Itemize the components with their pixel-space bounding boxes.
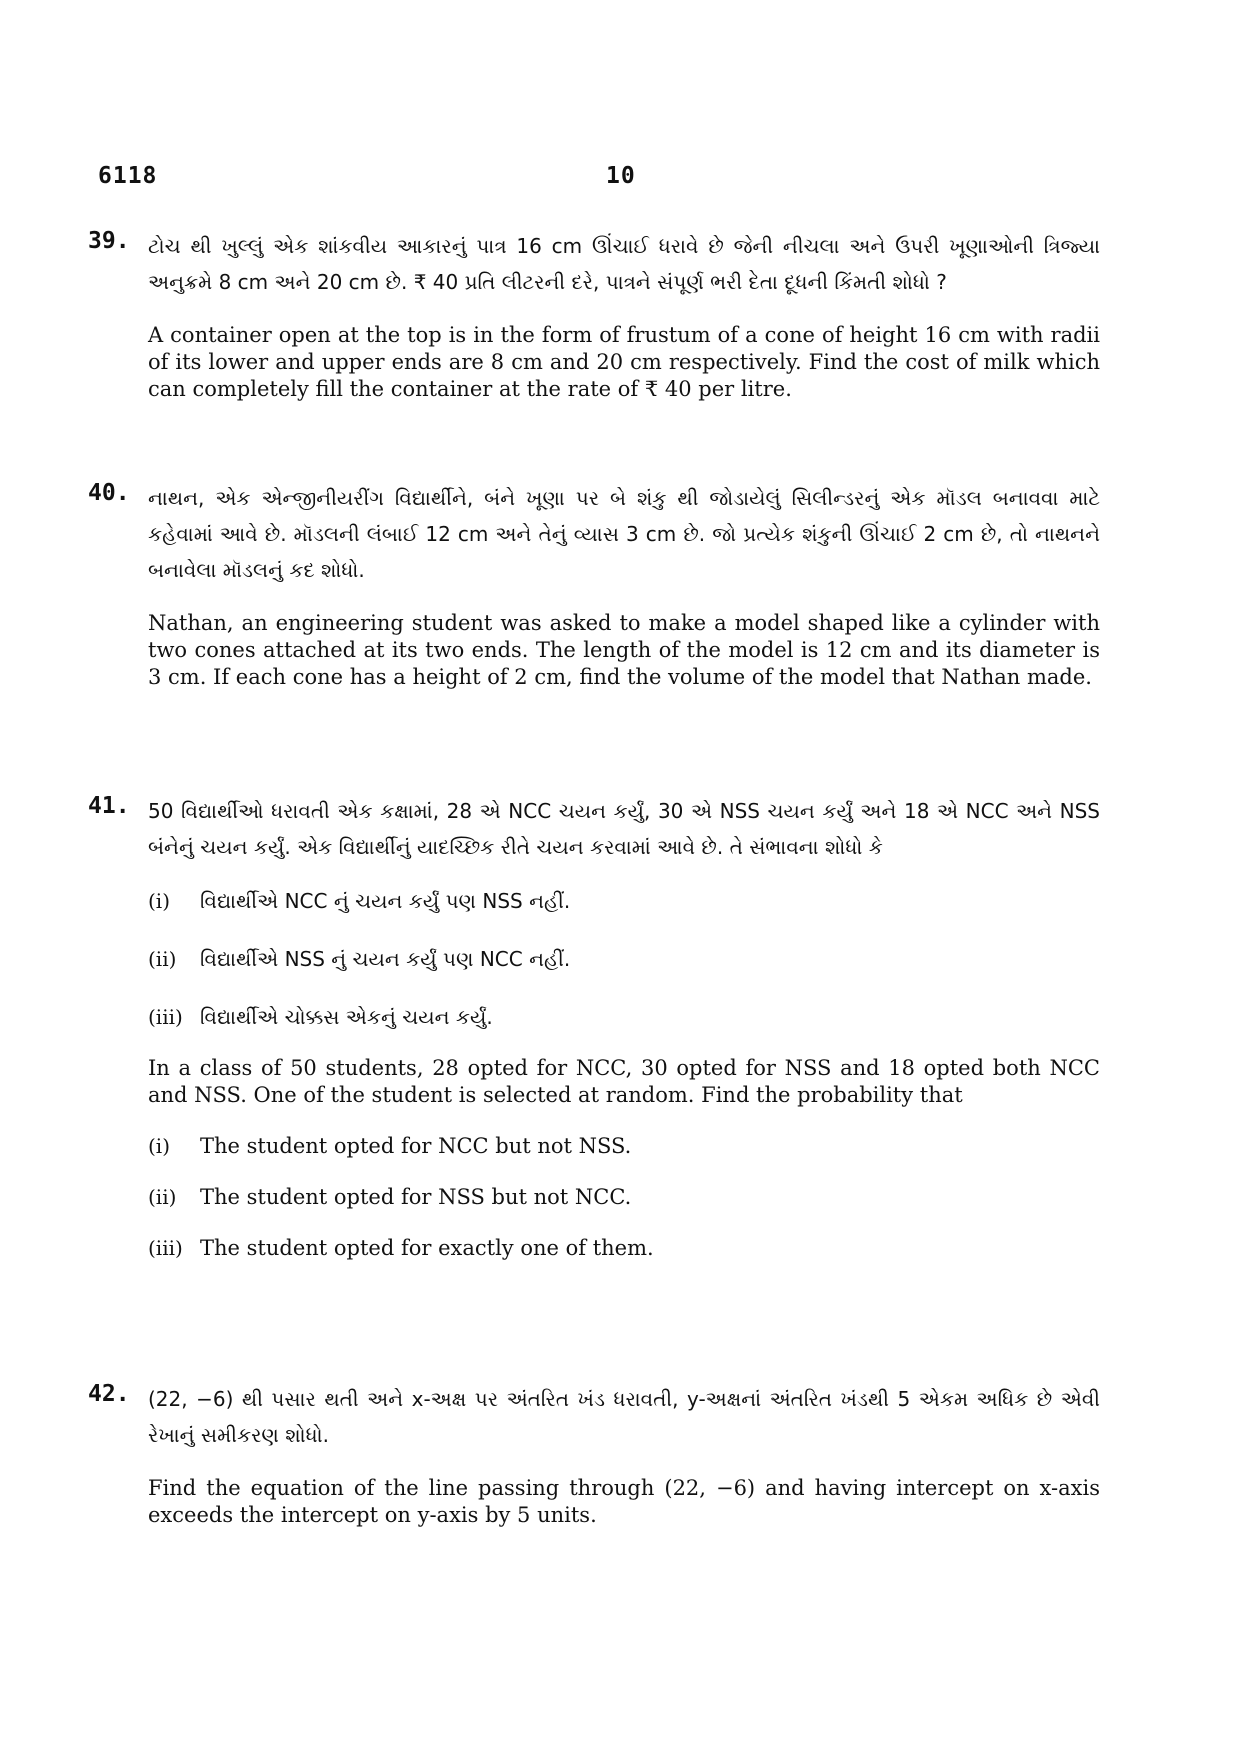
sub-question-label: (ii) bbox=[148, 947, 177, 971]
sub-question-label: (iii) bbox=[148, 1236, 183, 1260]
sub-question bbox=[148, 1133, 1100, 1160]
question-text-gujarati: નાથન, એક એન્જીનીયરીંગ વિદ્યાર્થીને, બંને ખૂણા પર બે શંકુ થી જોડાયેલું સિલીન્ડરનું એક મૉડલ બનાવવા માટે કહેવામાં આવે છે. મૉડલની લંબાઈ 12 cm અને તેનું વ્યાસ 3 cm છે. જો પ્રત્યેક શંકુની ઊંચાઈ 2 cm છે, તો નાથનને બનાવેલા મૉડલનું કદ શોધો. bbox=[148, 486, 1100, 582]
sub-question-label: (i) bbox=[148, 1134, 171, 1158]
sub-question-text: The student opted for NSS but not NCC. bbox=[200, 1185, 632, 1209]
page-number: 10 bbox=[606, 163, 636, 189]
sub-questions-english bbox=[148, 1133, 1100, 1262]
question-text-english: Nathan, an engineering student was asked to make a model shaped like a cylinder with two cones attached at its two ends. The length of the model is 12 cm and its diameter is 3 cm. If each cone has a height of 2 cm, find the volume of the model that Nathan made. bbox=[148, 611, 1100, 689]
question-text-gujarati: 50 વિદ્યાર્થીઓ ધરાવતી એક કક્ષામાં, 28 એ NCC ચયન કર્યું, 30 એ NSS ચયન કર્યું અને 18 એ NCC અને NSS બંનેનું ચયન કર્યું. એક વિદ્યાર્થીનું યાદચ્છિક રીતે ચયન કરવામાં આવે છે. તે સંભાવના શોધો કે bbox=[148, 799, 1100, 859]
question-text-english: In a class of 50 students, 28 opted for NCC, 30 opted for NSS and 18 opted both NCC and NSS. One of the student is selected at random. Find the probability that bbox=[148, 1056, 1100, 1107]
question-text-gujarati: ટોચ થી ખુલ્લું એક શાંકવીય આકારનું પાત્ર 16 cm ઊંચાઈ ધરાવે છે જેની નીચલા અને ઉપરી ખૂણાઓની ત્રિજ્યા અનુક્રમે 8 cm અને 20 cm છે. ₹ 40 પ્રતિ લીટરની દરે, પાત્રને સંપૂર્ણ ભરી દેતા દૂધની કિંમતી શોધો ? bbox=[148, 234, 1100, 294]
sub-question bbox=[148, 941, 1100, 977]
sub-question-label: (iii) bbox=[148, 1005, 183, 1029]
page-header bbox=[98, 163, 1098, 195]
sub-question bbox=[148, 999, 1100, 1035]
question-text-english: Find the equation of the line passing through (22, −6) and having intercept on x-axis exceeds the intercept on y-axis by 5 units. bbox=[148, 1476, 1100, 1527]
question-number: 41. bbox=[88, 793, 130, 819]
sub-question-text: The student opted for exactly one of them. bbox=[200, 1236, 654, 1260]
question-number: 40. bbox=[88, 480, 130, 506]
sub-question-text: The student opted for NCC but not NSS. bbox=[200, 1134, 632, 1158]
sub-question-text: વિદ્યાર્થીએ NSS નું ચયન કર્યું પણ NCC નહીં. bbox=[200, 947, 571, 971]
sub-question-text: વિદ્યાર્થીએ ચોક્કસ એકનું ચયન કર્યું. bbox=[200, 1005, 493, 1029]
sub-question-label: (i) bbox=[148, 889, 171, 913]
question-number: 39. bbox=[88, 228, 130, 254]
sub-question-text: વિદ્યાર્થીએ NCC નું ચયન કર્યું પણ NSS નહીં. bbox=[200, 889, 571, 913]
sub-question bbox=[148, 1184, 1100, 1211]
question-number: 42. bbox=[88, 1381, 130, 1407]
sub-question bbox=[148, 1235, 1100, 1262]
paper-code: 6118 bbox=[98, 163, 158, 189]
sub-question bbox=[148, 883, 1100, 919]
sub-questions-gujarati bbox=[148, 883, 1100, 1035]
sub-question-label: (ii) bbox=[148, 1185, 177, 1209]
question-text-english: A container open at the top is in the form of frustum of a cone of height 16 cm with radii of its lower and upper ends are 8 cm and 20 cm respectively. Find the cost of milk which can completely fill the container at the rate of ₹ 40 per litre. bbox=[148, 323, 1100, 401]
question-text-gujarati: (22, −6) થી પસાર થતી અને x-અક્ષ પર અંતરિત ખંડ ધરાવતી, y-અક્ષનાં અંતરિત ખંડથી 5 એકમ અધિક છે એવી રેખાનું સમીકરણ શોધો. bbox=[148, 1387, 1100, 1447]
